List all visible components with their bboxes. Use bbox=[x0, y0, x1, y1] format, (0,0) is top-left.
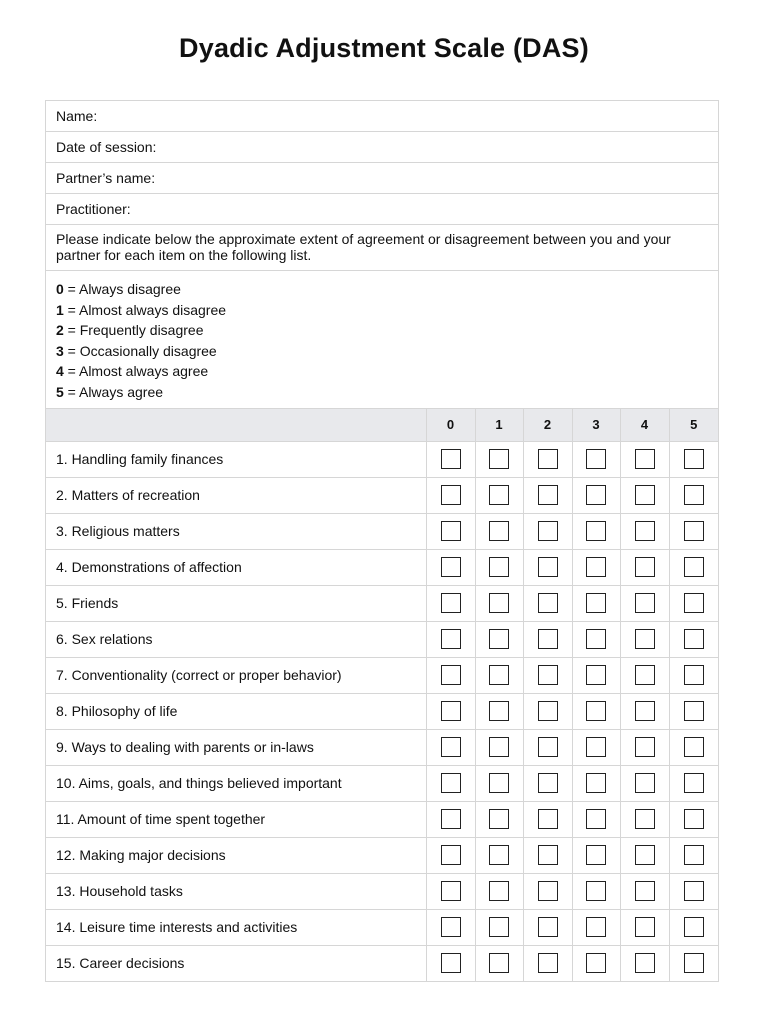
rating-checkbox-2[interactable] bbox=[538, 629, 558, 649]
rating-checkbox-5[interactable] bbox=[684, 953, 704, 973]
checkbox-cell bbox=[523, 441, 572, 477]
checkbox-cell bbox=[523, 837, 572, 873]
checkbox-cell bbox=[523, 765, 572, 801]
item-label: 2. Matters of recreation bbox=[46, 477, 426, 513]
scale-header: 3 bbox=[572, 409, 620, 441]
rating-checkbox-2[interactable] bbox=[538, 737, 558, 757]
checkbox-cell bbox=[572, 729, 620, 765]
rating-checkbox-0[interactable] bbox=[441, 701, 461, 721]
checkbox-cell bbox=[426, 441, 475, 477]
rating-checkbox-2[interactable] bbox=[538, 665, 558, 685]
checkbox-cell bbox=[669, 945, 718, 981]
rating-checkbox-1[interactable] bbox=[489, 593, 509, 613]
checkbox-cell bbox=[475, 729, 523, 765]
rating-checkbox-5[interactable] bbox=[684, 521, 704, 541]
legend-score: 1 bbox=[56, 301, 64, 318]
checkbox-cell bbox=[523, 477, 572, 513]
practitioner-field[interactable]: Practitioner: bbox=[46, 194, 718, 225]
scale-header-row bbox=[46, 409, 718, 441]
checkbox-cell bbox=[523, 909, 572, 945]
item-label: 8. Philosophy of life bbox=[46, 693, 426, 729]
table-row bbox=[46, 765, 718, 801]
date-of-session-field[interactable]: Date of session: bbox=[46, 132, 718, 163]
rating-checkbox-3[interactable] bbox=[586, 773, 606, 793]
scale-header: 2 bbox=[523, 409, 572, 441]
rating-checkbox-0[interactable] bbox=[441, 773, 461, 793]
legend-text: = Almost always agree bbox=[63, 363, 209, 379]
rating-checkbox-4[interactable] bbox=[635, 953, 655, 973]
checkbox-cell bbox=[426, 909, 475, 945]
rating-checkbox-3[interactable] bbox=[586, 809, 606, 829]
checkbox-cell bbox=[426, 621, 475, 657]
checkbox-cell bbox=[669, 873, 718, 909]
checkbox-cell bbox=[572, 549, 620, 585]
rating-checkbox-4[interactable] bbox=[635, 521, 655, 541]
checkbox-cell bbox=[475, 549, 523, 585]
rating-checkbox-5[interactable] bbox=[684, 485, 704, 505]
checkbox-cell bbox=[572, 441, 620, 477]
checkbox-cell bbox=[426, 585, 475, 621]
checkbox-cell bbox=[572, 873, 620, 909]
rating-checkbox-0[interactable] bbox=[441, 593, 461, 613]
scale-header: 1 bbox=[475, 409, 523, 441]
checkbox-cell bbox=[572, 837, 620, 873]
rating-checkbox-0[interactable] bbox=[441, 665, 461, 685]
legend-text: = Frequently disagree bbox=[63, 322, 204, 338]
rating-checkbox-4[interactable] bbox=[635, 449, 655, 469]
legend-item bbox=[56, 320, 708, 341]
checkbox-cell bbox=[426, 657, 475, 693]
checkbox-cell bbox=[475, 693, 523, 729]
rating-checkbox-0[interactable] bbox=[441, 917, 461, 937]
checkbox-cell bbox=[475, 801, 523, 837]
checkbox-cell bbox=[620, 909, 669, 945]
item-label: 11. Amount of time spent together bbox=[46, 801, 426, 837]
rating-checkbox-5[interactable] bbox=[684, 557, 704, 577]
rating-checkbox-0[interactable] bbox=[441, 737, 461, 757]
checkbox-cell bbox=[475, 621, 523, 657]
checkbox-cell bbox=[620, 837, 669, 873]
table-row bbox=[46, 441, 718, 477]
item-label: 3. Religious matters bbox=[46, 513, 426, 549]
rating-checkbox-0[interactable] bbox=[441, 881, 461, 901]
rating-checkbox-1[interactable] bbox=[489, 557, 509, 577]
partner-name-field[interactable]: Partner’s name: bbox=[46, 163, 718, 194]
rating-checkbox-5[interactable] bbox=[684, 701, 704, 721]
rating-checkbox-4[interactable] bbox=[635, 809, 655, 829]
rating-checkbox-4[interactable] bbox=[635, 737, 655, 757]
legend-score: 5 bbox=[56, 383, 64, 400]
rating-checkbox-5[interactable] bbox=[684, 845, 704, 865]
table-row bbox=[46, 909, 718, 945]
checkbox-cell bbox=[572, 801, 620, 837]
rating-checkbox-3[interactable] bbox=[586, 737, 606, 757]
rating-checkbox-0[interactable] bbox=[441, 629, 461, 649]
rating-checkbox-4[interactable] bbox=[635, 557, 655, 577]
item-label: 4. Demonstrations of affection bbox=[46, 549, 426, 585]
items-table bbox=[46, 409, 718, 981]
checkbox-cell bbox=[523, 945, 572, 981]
checkbox-cell bbox=[620, 657, 669, 693]
checkbox-cell bbox=[475, 657, 523, 693]
table-row bbox=[46, 945, 718, 981]
checkbox-cell bbox=[523, 801, 572, 837]
checkbox-cell bbox=[620, 801, 669, 837]
table-row bbox=[46, 585, 718, 621]
checkbox-cell bbox=[475, 441, 523, 477]
checkbox-cell bbox=[620, 621, 669, 657]
rating-checkbox-1[interactable] bbox=[489, 845, 509, 865]
checkbox-cell bbox=[475, 477, 523, 513]
table-row bbox=[46, 873, 718, 909]
item-label: 6. Sex relations bbox=[46, 621, 426, 657]
rating-checkbox-0[interactable] bbox=[441, 845, 461, 865]
checkbox-cell bbox=[669, 837, 718, 873]
item-label: 15. Career decisions bbox=[46, 945, 426, 981]
das-form bbox=[45, 100, 719, 982]
rating-checkbox-1[interactable] bbox=[489, 449, 509, 469]
item-label: 9. Ways to dealing with parents or in-laws bbox=[46, 729, 426, 765]
checkbox-cell bbox=[475, 765, 523, 801]
rating-checkbox-2[interactable] bbox=[538, 449, 558, 469]
checkbox-cell bbox=[669, 621, 718, 657]
rating-checkbox-3[interactable] bbox=[586, 953, 606, 973]
instructions-text: Please indicate below the approximate extent of agreement or disagreement between you and your partner for each item on the following list. bbox=[46, 225, 718, 271]
rating-checkbox-2[interactable] bbox=[538, 845, 558, 865]
checkbox-cell bbox=[620, 945, 669, 981]
rating-checkbox-5[interactable] bbox=[684, 737, 704, 757]
checkbox-cell bbox=[426, 549, 475, 585]
rating-checkbox-2[interactable] bbox=[538, 809, 558, 829]
rating-checkbox-2[interactable] bbox=[538, 953, 558, 973]
rating-checkbox-1[interactable] bbox=[489, 917, 509, 937]
rating-checkbox-4[interactable] bbox=[635, 773, 655, 793]
rating-checkbox-4[interactable] bbox=[635, 701, 655, 721]
rating-checkbox-2[interactable] bbox=[538, 557, 558, 577]
checkbox-cell bbox=[523, 873, 572, 909]
checkbox-cell bbox=[523, 729, 572, 765]
table-row bbox=[46, 729, 718, 765]
legend-item bbox=[56, 341, 708, 362]
scale-header: 0 bbox=[426, 409, 475, 441]
legend-text: = Occasionally disagree bbox=[63, 342, 217, 359]
rating-checkbox-2[interactable] bbox=[538, 521, 558, 541]
rating-checkbox-5[interactable] bbox=[684, 449, 704, 469]
item-label: 13. Household tasks bbox=[46, 873, 426, 909]
checkbox-cell bbox=[572, 909, 620, 945]
checkbox-cell bbox=[523, 513, 572, 549]
checkbox-cell bbox=[669, 729, 718, 765]
rating-checkbox-3[interactable] bbox=[586, 881, 606, 901]
rating-checkbox-1[interactable] bbox=[489, 737, 509, 757]
rating-checkbox-5[interactable] bbox=[684, 773, 704, 793]
checkbox-cell bbox=[475, 873, 523, 909]
rating-checkbox-4[interactable] bbox=[635, 593, 655, 613]
rating-checkbox-5[interactable] bbox=[684, 881, 704, 901]
rating-checkbox-3[interactable] bbox=[586, 593, 606, 613]
table-row bbox=[46, 513, 718, 549]
table-row bbox=[46, 801, 718, 837]
rating-checkbox-0[interactable] bbox=[441, 953, 461, 973]
checkbox-cell bbox=[523, 657, 572, 693]
item-label: 1. Handling family finances bbox=[46, 441, 426, 477]
checkbox-cell bbox=[620, 693, 669, 729]
rating-checkbox-4[interactable] bbox=[635, 881, 655, 901]
rating-checkbox-5[interactable] bbox=[684, 665, 704, 685]
legend-score: 3 bbox=[56, 342, 64, 359]
rating-checkbox-4[interactable] bbox=[635, 845, 655, 865]
rating-checkbox-5[interactable] bbox=[684, 593, 704, 613]
legend-text: = Almost always disagree bbox=[63, 301, 227, 318]
rating-checkbox-3[interactable] bbox=[586, 449, 606, 469]
rating-checkbox-1[interactable] bbox=[489, 485, 509, 505]
rating-checkbox-5[interactable] bbox=[684, 809, 704, 829]
item-header bbox=[46, 409, 426, 441]
checkbox-cell bbox=[669, 801, 718, 837]
table-row bbox=[46, 657, 718, 693]
table-row bbox=[46, 693, 718, 729]
rating-checkbox-1[interactable] bbox=[489, 521, 509, 541]
checkbox-cell bbox=[620, 549, 669, 585]
item-label: 7. Conventionality (correct or proper behavior) bbox=[46, 657, 426, 693]
rating-checkbox-1[interactable] bbox=[489, 773, 509, 793]
checkbox-cell bbox=[572, 477, 620, 513]
item-label: 12. Making major decisions bbox=[46, 837, 426, 873]
checkbox-cell bbox=[669, 513, 718, 549]
checkbox-cell bbox=[572, 585, 620, 621]
rating-checkbox-2[interactable] bbox=[538, 701, 558, 721]
rating-checkbox-2[interactable] bbox=[538, 773, 558, 793]
checkbox-cell bbox=[572, 693, 620, 729]
checkbox-cell bbox=[426, 945, 475, 981]
rating-checkbox-1[interactable] bbox=[489, 629, 509, 649]
table-row bbox=[46, 549, 718, 585]
rating-checkbox-3[interactable] bbox=[586, 485, 606, 505]
rating-checkbox-0[interactable] bbox=[441, 449, 461, 469]
legend-text: = Always disagree bbox=[63, 281, 181, 297]
name-field[interactable]: Name: bbox=[46, 101, 718, 132]
checkbox-cell bbox=[475, 945, 523, 981]
checkbox-cell bbox=[523, 693, 572, 729]
rating-checkbox-2[interactable] bbox=[538, 881, 558, 901]
legend-item bbox=[56, 279, 708, 300]
rating-checkbox-3[interactable] bbox=[586, 917, 606, 937]
scale-legend bbox=[46, 271, 718, 409]
rating-checkbox-0[interactable] bbox=[441, 557, 461, 577]
rating-checkbox-4[interactable] bbox=[635, 485, 655, 505]
checkbox-cell bbox=[620, 873, 669, 909]
rating-checkbox-1[interactable] bbox=[489, 665, 509, 685]
checkbox-cell bbox=[572, 765, 620, 801]
rating-checkbox-1[interactable] bbox=[489, 881, 509, 901]
checkbox-cell bbox=[669, 477, 718, 513]
checkbox-cell bbox=[426, 693, 475, 729]
rating-checkbox-5[interactable] bbox=[684, 917, 704, 937]
rating-checkbox-3[interactable] bbox=[586, 521, 606, 541]
rating-checkbox-0[interactable] bbox=[441, 809, 461, 829]
checkbox-cell bbox=[523, 549, 572, 585]
checkbox-cell bbox=[572, 657, 620, 693]
checkbox-cell bbox=[426, 765, 475, 801]
rating-checkbox-3[interactable] bbox=[586, 701, 606, 721]
checkbox-cell bbox=[475, 837, 523, 873]
checkbox-cell bbox=[620, 441, 669, 477]
checkbox-cell bbox=[426, 837, 475, 873]
checkbox-cell bbox=[669, 765, 718, 801]
checkbox-cell bbox=[620, 477, 669, 513]
checkbox-cell bbox=[620, 765, 669, 801]
rating-checkbox-5[interactable] bbox=[684, 629, 704, 649]
rating-checkbox-1[interactable] bbox=[489, 809, 509, 829]
legend-score: 2 bbox=[56, 322, 64, 338]
checkbox-cell bbox=[669, 441, 718, 477]
checkbox-cell bbox=[620, 513, 669, 549]
checkbox-cell bbox=[426, 477, 475, 513]
rating-checkbox-0[interactable] bbox=[441, 485, 461, 505]
table-row bbox=[46, 477, 718, 513]
checkbox-cell bbox=[523, 621, 572, 657]
checkbox-cell bbox=[572, 513, 620, 549]
rating-checkbox-3[interactable] bbox=[586, 845, 606, 865]
checkbox-cell bbox=[475, 513, 523, 549]
checkbox-cell bbox=[669, 909, 718, 945]
legend-score: 0 bbox=[56, 281, 64, 297]
rating-checkbox-1[interactable] bbox=[489, 701, 509, 721]
checkbox-cell bbox=[426, 873, 475, 909]
scale-header: 5 bbox=[669, 409, 718, 441]
legend-score: 4 bbox=[56, 363, 64, 379]
rating-checkbox-3[interactable] bbox=[586, 629, 606, 649]
checkbox-cell bbox=[620, 585, 669, 621]
checkbox-cell bbox=[572, 945, 620, 981]
legend-item bbox=[56, 300, 708, 321]
legend-item bbox=[56, 382, 708, 403]
rating-checkbox-2[interactable] bbox=[538, 593, 558, 613]
scale-header: 4 bbox=[620, 409, 669, 441]
item-label: 10. Aims, goals, and things believed important bbox=[46, 765, 426, 801]
table-row bbox=[46, 837, 718, 873]
checkbox-cell bbox=[523, 585, 572, 621]
rating-checkbox-4[interactable] bbox=[635, 665, 655, 685]
checkbox-cell bbox=[475, 909, 523, 945]
page-title: Dyadic Adjustment Scale (DAS) bbox=[179, 33, 589, 63]
rating-checkbox-3[interactable] bbox=[586, 557, 606, 577]
checkbox-cell bbox=[620, 729, 669, 765]
rating-checkbox-2[interactable] bbox=[538, 485, 558, 505]
checkbox-cell bbox=[426, 513, 475, 549]
table-row bbox=[46, 621, 718, 657]
item-label: 5. Friends bbox=[46, 585, 426, 621]
checkbox-cell bbox=[669, 549, 718, 585]
rating-checkbox-3[interactable] bbox=[586, 665, 606, 685]
checkbox-cell bbox=[475, 585, 523, 621]
checkbox-cell bbox=[426, 729, 475, 765]
legend-text: = Always agree bbox=[63, 383, 164, 400]
checkbox-cell bbox=[669, 693, 718, 729]
checkbox-cell bbox=[669, 585, 718, 621]
checkbox-cell bbox=[426, 801, 475, 837]
checkbox-cell bbox=[572, 621, 620, 657]
legend-item bbox=[56, 361, 708, 382]
rating-checkbox-1[interactable] bbox=[489, 953, 509, 973]
rating-checkbox-4[interactable] bbox=[635, 917, 655, 937]
rating-checkbox-2[interactable] bbox=[538, 917, 558, 937]
checkbox-cell bbox=[669, 657, 718, 693]
item-label: 14. Leisure time interests and activities bbox=[46, 909, 426, 945]
rating-checkbox-0[interactable] bbox=[441, 521, 461, 541]
rating-checkbox-4[interactable] bbox=[635, 629, 655, 649]
